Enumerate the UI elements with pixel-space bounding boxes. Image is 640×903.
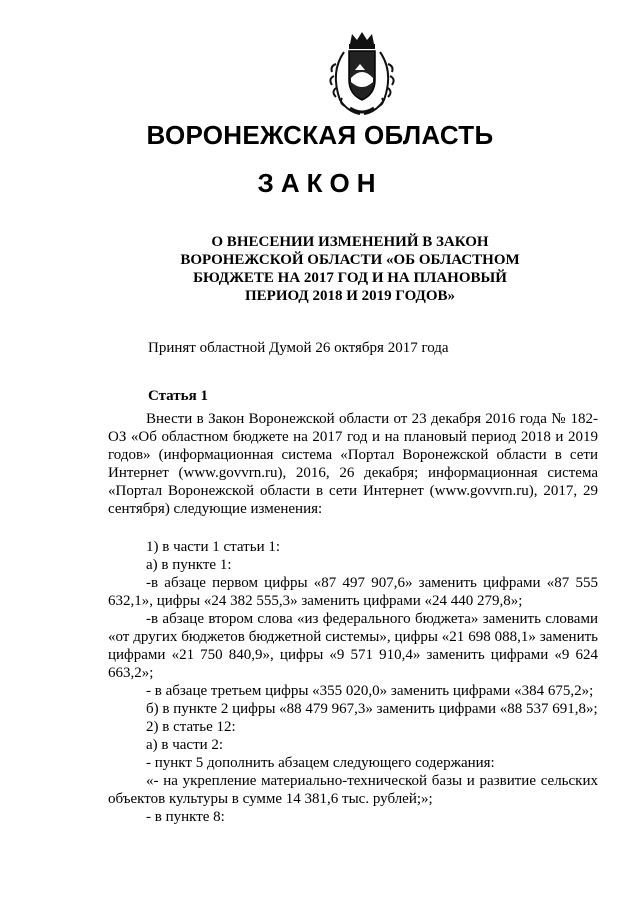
title-line: ВОРОНЕЖСКОЙ ОБЛАСТИ «ОБ ОБЛАСТНОМ (180, 252, 520, 268)
law-body (108, 410, 598, 826)
item-2a: а) в части 2: (146, 737, 224, 753)
item-2a-1: - пункт 5 дополнить абзацем следующего содержания: (146, 755, 495, 771)
title-line: БЮДЖЕТЕ НА 2017 ГОД И НА ПЛАНОВЫЙ (193, 270, 507, 286)
title-line: ПЕРИОД 2018 И 2019 ГОДОВ» (245, 288, 455, 304)
law-heading: ЗАКОН (257, 168, 383, 198)
item-2a-3: - в пункте 8: (146, 809, 225, 825)
item-1a-3: - в абзаце третьем цифры «355 020,0» заменить цифрами «384 675,2»; (146, 683, 594, 699)
item-2a-2: «- на укрепление материально-технической базы и развитие сельских объектов культуры в сумме 14 381,6 тыс. рублей;»; (108, 773, 598, 807)
title-line: О ВНЕСЕНИИ ИЗМЕНЕНИЙ В ЗАКОН (211, 234, 489, 250)
item-1a-1: -в абзаце первом цифры «87 497 907,6» заменить цифрами «87 555 632,1», цифры «24 382 555,3» заменить цифрами «24 440 279,8»; (108, 575, 598, 609)
law-title (140, 233, 560, 305)
intro-paragraph: Внести в Закон Воронежской области от 23 декабря 2016 года № 182-ОЗ «Об областном бюджете на 2017 год и на плановый период 2018 и 2019 годов» (информационная система «Портал Воронежской области в сети Интернет (www.govvrn.ru), 2016, 26 декабря; информационная система «Портал Воронежской области в сети Интернет (www.govvrn.ru), 2017, 29 сентября) следующие изменения: (108, 411, 598, 517)
adoption-note: Принят областной Думой 26 октября 2017 года (148, 340, 449, 356)
item-1b: б) в пункте 2 цифры «88 479 967,3» заменить цифрами «88 537 691,8»; (146, 701, 598, 717)
article-heading: Статья 1 (148, 388, 208, 404)
item-2: 2) в статье 12: (146, 719, 236, 735)
item-1: 1) в части 1 статьи 1: (146, 539, 281, 555)
region-heading: ВОРОНЕЖСКАЯ ОБЛАСТЬ (146, 120, 494, 150)
item-1a-2: -в абзаце втором слова «из федерального бюджета» заменить словами «от других бюджетов бюджетной системы», цифры «21 698 088,1» заменить цифрами «21 750 840,9», цифры «9 571 910,4» заменить цифрами «9 624 663,2»; (108, 611, 598, 681)
coat-of-arms-emblem (322, 30, 402, 118)
item-1a: а) в пункте 1: (146, 557, 232, 573)
